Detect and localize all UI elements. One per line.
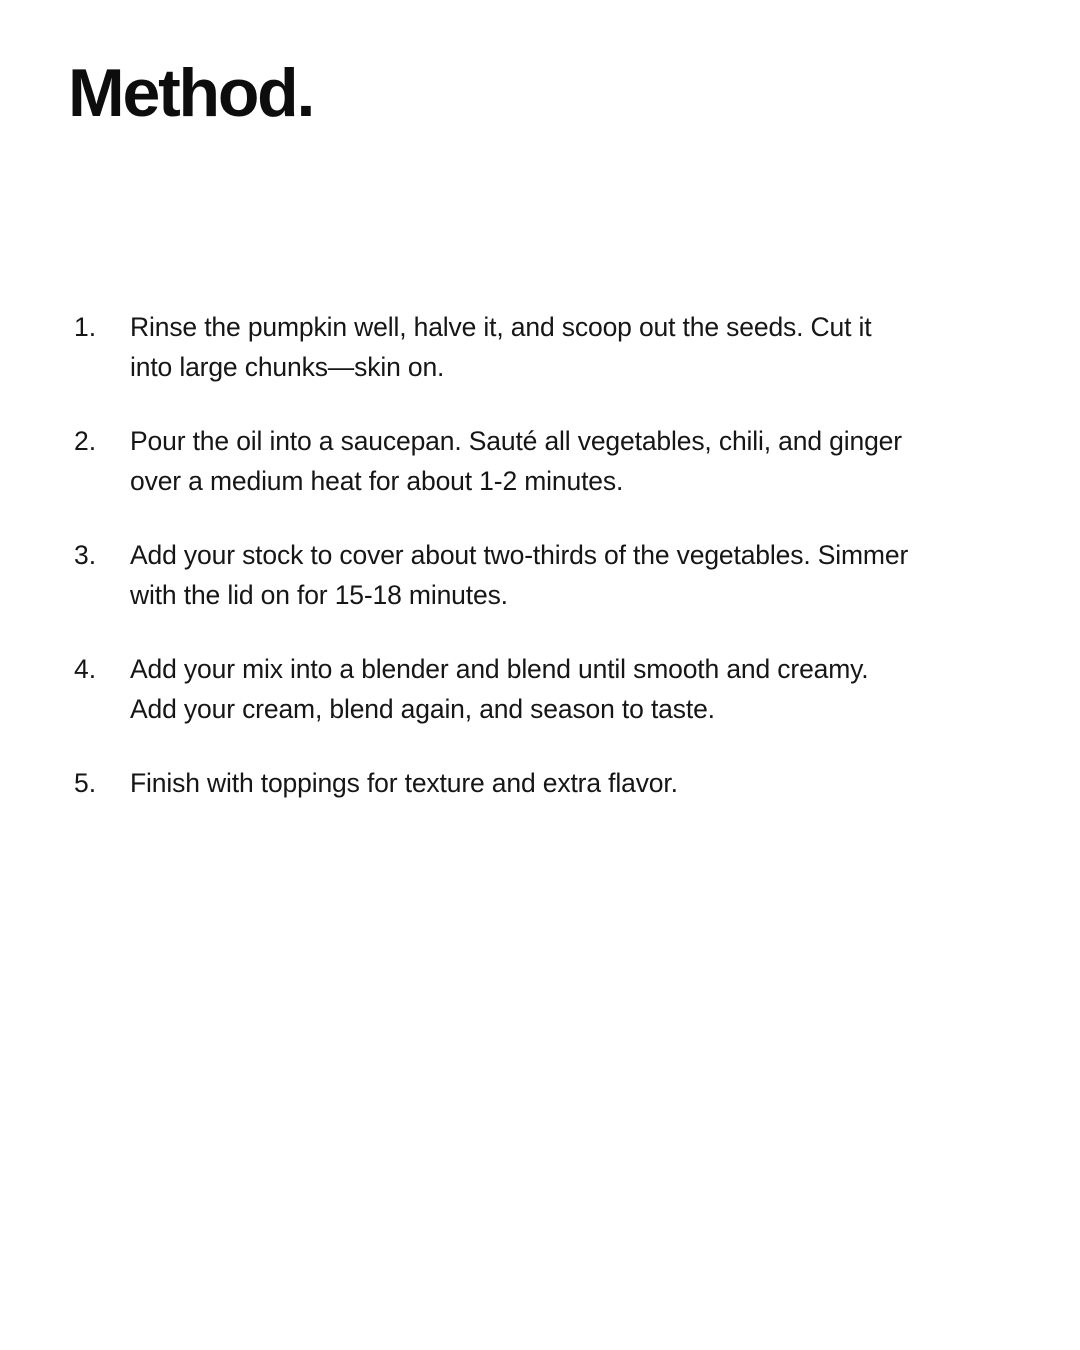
step-text: Finish with toppings for texture and extra flavor.: [130, 768, 678, 799]
list-item: [68, 421, 1018, 501]
method-step-list: [68, 307, 1018, 803]
list-item: [68, 763, 1018, 803]
list-item: [68, 649, 1018, 729]
step-number: 1.: [74, 312, 97, 343]
step-text: Add your stock to cover about two-thirds of the vegetables. Simmer with the lid on for 15-18 minutes.: [130, 540, 909, 611]
step-number: 4.: [74, 654, 97, 685]
list-item: [68, 307, 1018, 387]
step-number: 2.: [74, 426, 97, 457]
page-title: Method.: [68, 55, 314, 131]
list-item: [68, 535, 1018, 615]
step-text: Pour the oil into a saucepan. Sauté all vegetables, chili, and ginger over a medium heat for about 1-2 minutes.: [130, 426, 902, 497]
step-text: Rinse the pumpkin well, halve it, and scoop out the seeds. Cut it into large chunks—skin on.: [130, 312, 872, 383]
step-number: 5.: [74, 768, 97, 799]
step-text: Add your mix into a blender and blend until smooth and creamy. Add your cream, blend again, and season to taste.: [130, 654, 869, 725]
step-number: 3.: [74, 540, 97, 571]
